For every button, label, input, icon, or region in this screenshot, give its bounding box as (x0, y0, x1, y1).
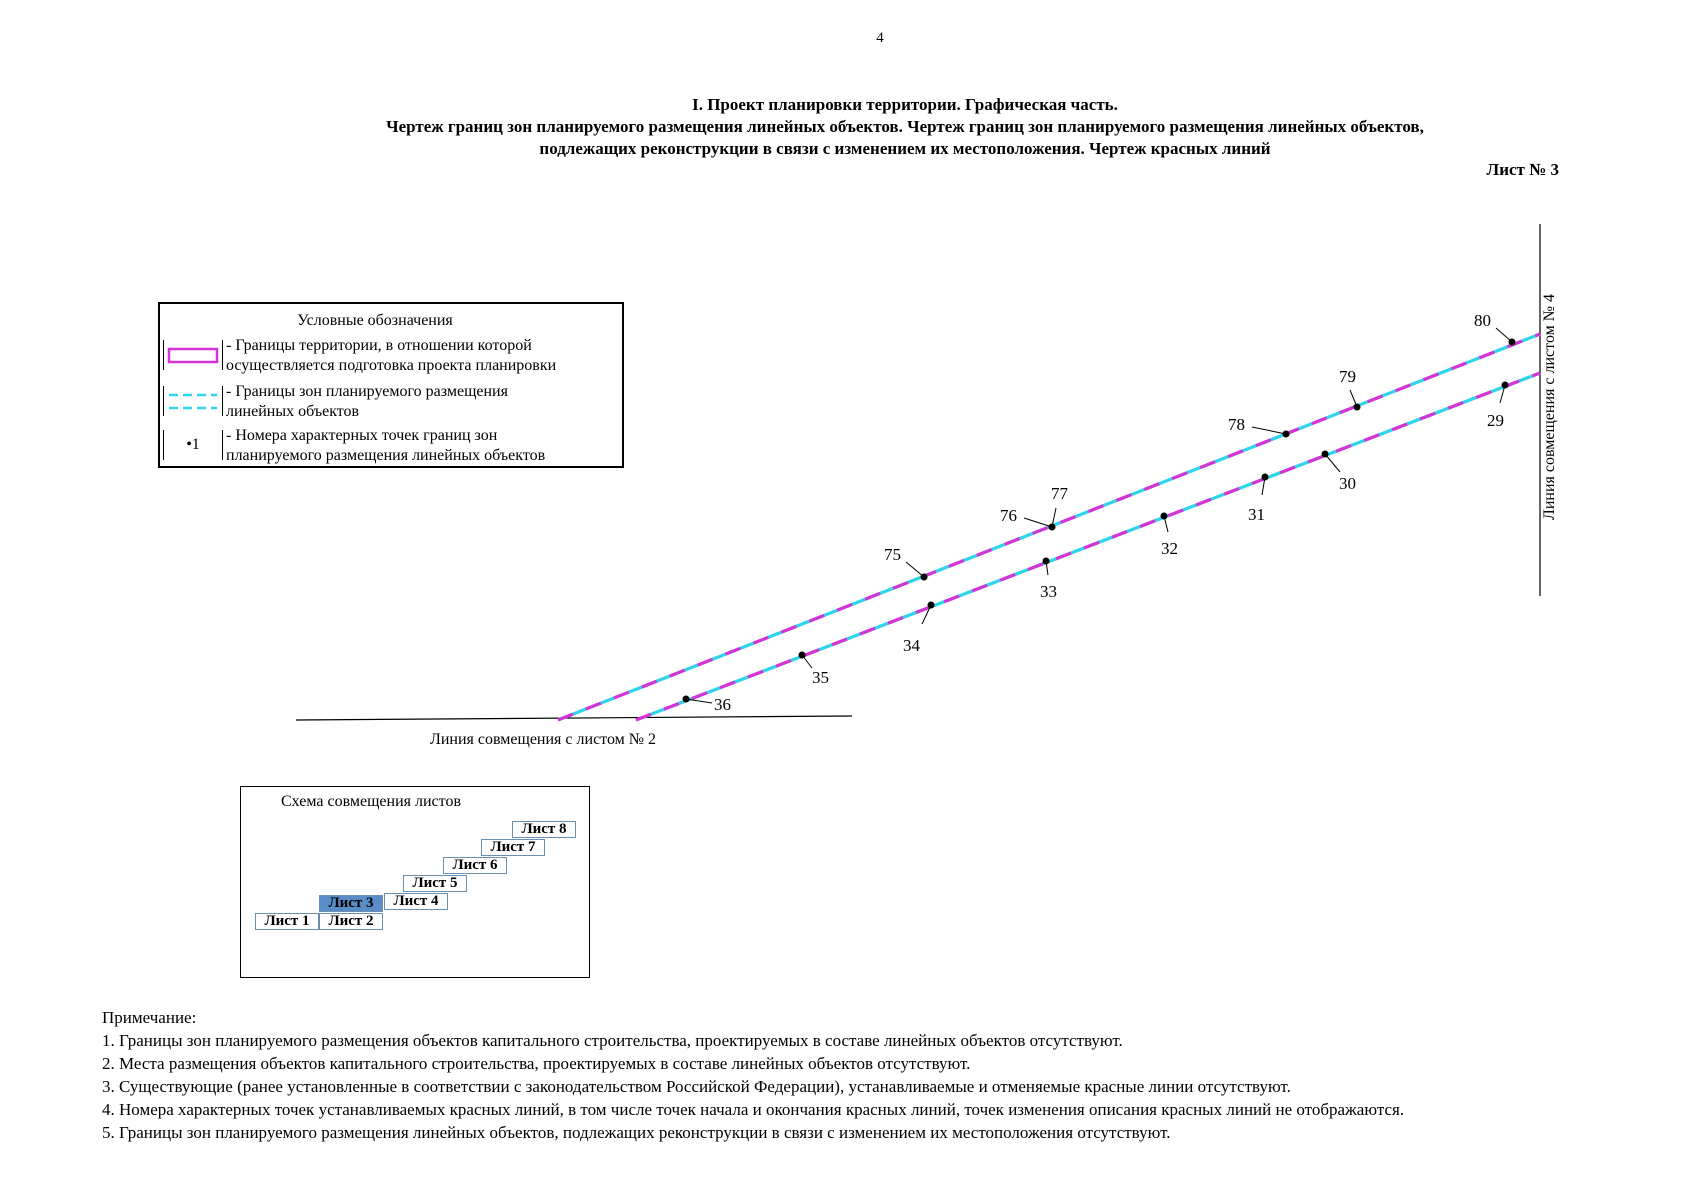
point-label: 80 (1474, 311, 1491, 330)
point-33 (1043, 558, 1050, 565)
document-title-line-2: Чертеж границ зон планируемого размещения линейных объектов. Чертеж границ зон планируемого размещения линейных объектов, (386, 117, 1424, 136)
document-title-line-1: I. Проект планировки территории. Графическая часть. (692, 95, 1118, 114)
legend-item-points-line1: - Номера характерных точек границ зон (226, 427, 498, 444)
sheet-box-3[interactable]: Лист 3 (319, 895, 383, 912)
scheme-title: Схема совмещения листов (281, 793, 461, 810)
match-label-sheet-4: Линия совмещения с листом № 4 (1541, 293, 1558, 520)
point-label: 33 (1040, 582, 1057, 601)
legend-item-zone-line1: - Границы зон планируемого размещения (226, 383, 508, 400)
lower-boundary-line (636, 373, 1540, 720)
point-label: 79 (1339, 367, 1356, 386)
document-title-line-3: подлежащих реконструкции в связи с изменением их местоположения. Чертеж красных линий (539, 139, 1271, 158)
point-31 (1262, 474, 1269, 481)
legend-item-points-line2: планируемого размещения линейных объектов (226, 447, 546, 464)
point-label: 36 (714, 695, 731, 714)
note-item-1: 1. Границы зон планируемого размещения объектов капитального строительства, проектируемых в составе линейных объектов отсутствуют. (102, 1031, 1123, 1050)
sheet-box-4[interactable]: Лист 4 (384, 893, 448, 910)
sheet-box-5[interactable]: Лист 5 (403, 875, 467, 892)
point-label: 77 (1051, 484, 1068, 503)
sheet-layout-scheme (240, 786, 590, 978)
point-77 (1049, 524, 1056, 531)
point-34 (928, 602, 935, 609)
sheet-box-2[interactable]: Лист 2 (319, 913, 383, 930)
legend-title: Условные обозначения (297, 312, 453, 329)
point-label: 29 (1487, 411, 1504, 430)
legend-item-territory-line1: - Границы территории, в отношении которой (226, 337, 532, 354)
sheet-box-8[interactable]: Лист 8 (512, 821, 576, 838)
note-item-3: 3. Существующие (ранее установленные в соответствии с законодательством Российской Федерации), устанавливаемые и отменяемые красные линии отсутствуют. (102, 1077, 1291, 1096)
point-label: 78 (1228, 415, 1245, 434)
point-75 (921, 574, 928, 581)
match-line-sheet-2 (296, 716, 852, 720)
sheet-box-6[interactable]: Лист 6 (443, 857, 507, 874)
point-leaders (686, 328, 1512, 703)
point-label: 31 (1248, 505, 1265, 524)
point-35 (799, 652, 806, 659)
point-label: 30 (1339, 474, 1356, 493)
point-80 (1509, 339, 1516, 346)
point-label: 34 (903, 636, 920, 655)
legend-item-zone-line2: линейных объектов (226, 403, 360, 420)
point-label: 35 (812, 668, 829, 687)
point-29 (1502, 382, 1509, 389)
point-labels (714, 311, 1504, 714)
point-label: 32 (1161, 539, 1178, 558)
point-number-icon: •1 (163, 430, 223, 460)
point-36 (683, 696, 690, 703)
note-item-4: 4. Номера характерных точек устанавливаемых красных линий, в том числе точек начала и окончания красных линий, точек изменения описания красных линий не отображаются. (102, 1100, 1405, 1119)
notes (102, 1006, 1404, 1144)
sheet-box-7[interactable]: Лист 7 (481, 839, 545, 856)
point-30 (1322, 451, 1329, 458)
point-79 (1354, 404, 1361, 411)
note-item-2: 2. Места размещения объектов капитального строительства, проектируемых в составе линейных объектов отсутствуют. (102, 1054, 971, 1073)
sheet-box-1[interactable]: Лист 1 (255, 913, 319, 930)
point-32 (1161, 513, 1168, 520)
point-label: 75 (884, 545, 901, 564)
page-number: 4 (876, 30, 884, 46)
sheet-number-label: Лист № 3 (1486, 160, 1559, 179)
legend-item-territory-line2: осуществляется подготовка проекта планировки (226, 357, 557, 374)
note-item-5: 5. Границы зон планируемого размещения линейных объектов, подлежащих реконструкции в связи с изменением их местоположения отсутствуют. (102, 1123, 1171, 1142)
point-78 (1283, 431, 1290, 438)
notes-heading: Примечание: (102, 1008, 197, 1027)
match-label-sheet-2: Линия совмещения с листом № 2 (430, 731, 657, 748)
point-label: 76 (1000, 506, 1017, 525)
